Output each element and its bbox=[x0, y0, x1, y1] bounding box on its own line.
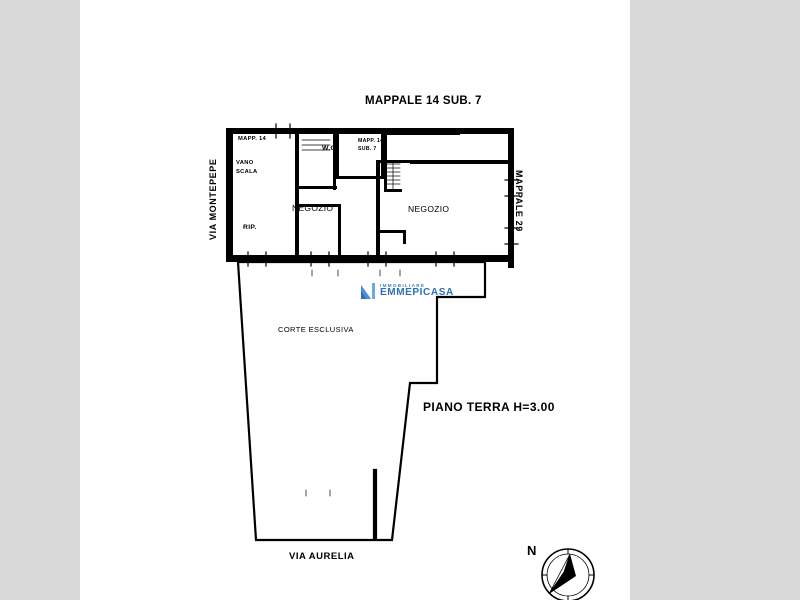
agency-logo bbox=[360, 282, 454, 300]
room-negozio-left-label: NEGOZIO bbox=[292, 203, 334, 213]
street-label-left: VIA MONTEPEPE bbox=[208, 158, 218, 240]
room-mapp-14-sub-7-line1: MAPP. 14 bbox=[358, 138, 384, 144]
floor-plan-drawing bbox=[80, 0, 630, 600]
logo-mark-icon bbox=[360, 282, 376, 300]
street-label-bottom: VIA AURELIA bbox=[289, 551, 355, 562]
room-negozio-right-label: NEGOZIO bbox=[408, 204, 450, 214]
room-mapp-14-line1: MAPP. 14 bbox=[238, 136, 267, 142]
courtyard-label: CORTE ESCLUSIVA bbox=[278, 325, 354, 334]
room-wc-label: W.C. bbox=[322, 145, 338, 152]
room-vano-scala-line2: SCALA bbox=[236, 169, 258, 175]
floor-level-label: PIANO TERRA H=3.00 bbox=[423, 400, 555, 414]
room-vano-scala-line1: VANO bbox=[236, 160, 254, 166]
logo-top-text: IMMOBILIARE bbox=[380, 282, 426, 288]
page-title: MAPPALE 14 SUB. 7 bbox=[365, 95, 482, 107]
room-mapp-14-sub-7-line2: SUB. 7 bbox=[358, 146, 377, 152]
logo-main-text: EMMEPICASA bbox=[380, 287, 454, 299]
floor-plan-sheet bbox=[80, 0, 630, 600]
parcel-label-right: MAPPALE 29 bbox=[514, 170, 524, 232]
compass-north-label: N bbox=[527, 543, 537, 558]
room-rip-label: RIP. bbox=[243, 224, 257, 231]
